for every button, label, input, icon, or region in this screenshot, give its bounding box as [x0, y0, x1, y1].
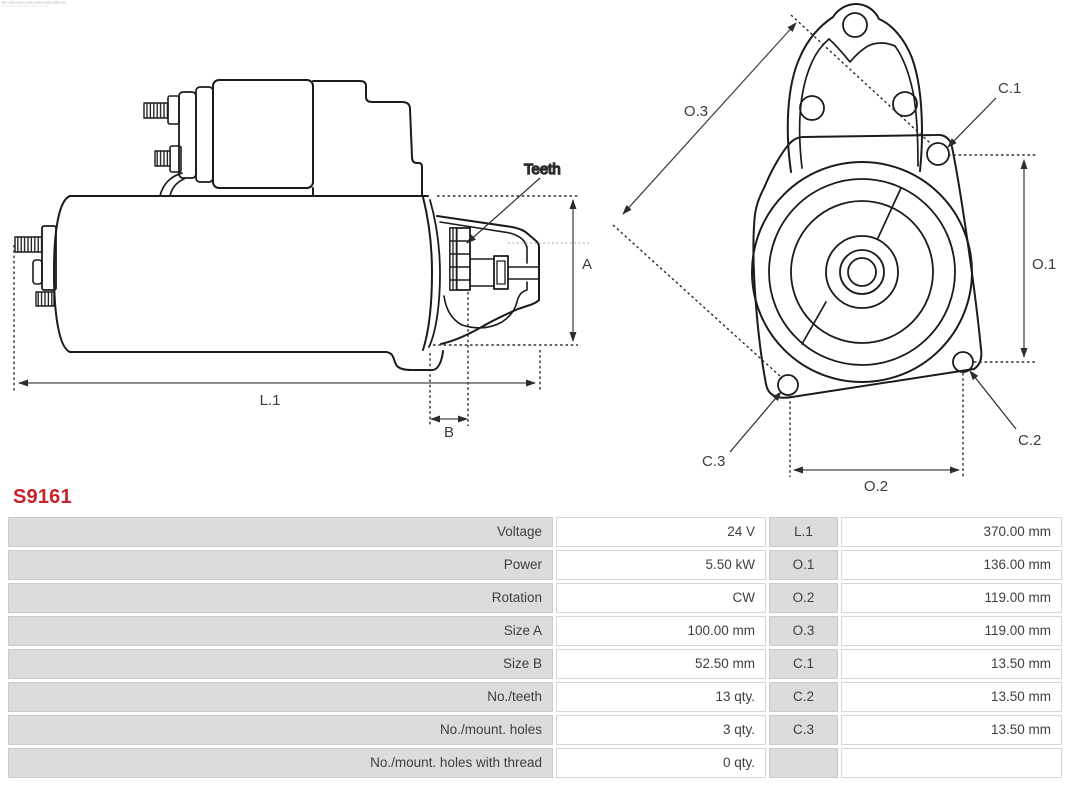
solenoid-body — [213, 80, 313, 188]
spec-label: Voltage — [8, 517, 553, 547]
spec-label: Size B — [8, 649, 553, 679]
label-a: A — [582, 256, 593, 273]
label-o3: O.3 — [683, 103, 709, 120]
solenoid-left-hole — [800, 96, 824, 120]
dim-value: 119.00 mm — [841, 583, 1062, 613]
c3-leader-line — [730, 392, 781, 452]
label-o1: O.1 — [1032, 256, 1057, 273]
spec-label: No./teeth — [8, 682, 553, 712]
dim-value: 370.00 mm — [841, 517, 1062, 547]
housing-top-profile — [313, 81, 422, 196]
dim-value: 13.50 mm — [841, 649, 1062, 679]
rear-terminal-stud — [15, 237, 42, 252]
bell-rim-outer — [423, 197, 432, 350]
bell-rim-front — [429, 200, 440, 347]
solenoid-front-outline — [788, 4, 922, 172]
solenoid-terminal-stud-1 — [144, 103, 168, 118]
dim-value: 119.00 mm — [841, 616, 1062, 646]
solenoid-front-inner-left — [800, 39, 829, 168]
spec-label: No./mount. holes — [8, 715, 553, 745]
dim-label — [769, 748, 838, 778]
table-row — [8, 616, 1062, 646]
dim-value — [841, 748, 1062, 778]
solenoid-top-hole — [843, 13, 867, 37]
spec-value: 52.50 mm — [556, 649, 766, 679]
spec-value: 3 qty. — [556, 715, 766, 745]
table-row — [8, 748, 1062, 778]
spec-label: Rotation — [8, 583, 553, 613]
sector-line-upper — [878, 188, 901, 238]
dim-label: O.2 — [769, 583, 838, 613]
spec-value: 0 qty. — [556, 748, 766, 778]
c1-leader-line — [948, 98, 996, 147]
solenoid-cap-1 — [196, 87, 213, 182]
c2-leader-line — [970, 371, 1016, 429]
solenoid-terminal-nut-1 — [168, 96, 179, 124]
hub-circle — [826, 236, 898, 308]
sector-line-lower — [802, 302, 826, 344]
teeth-leader-line — [467, 178, 540, 243]
dim-label: O.3 — [769, 616, 838, 646]
label-o2: O.2 — [863, 478, 889, 495]
dim-label: C.2 — [769, 682, 838, 712]
table-row — [8, 550, 1062, 580]
logo-artifact — [2, 1, 66, 4]
dim-label: L.1 — [769, 517, 838, 547]
label-b: B — [443, 424, 455, 441]
label-teeth: Teeth — [524, 161, 561, 178]
shaft-circle-inner — [848, 258, 876, 286]
spec-value: 100.00 mm — [556, 616, 766, 646]
side-view-drawing — [15, 80, 539, 370]
dim-o3-line — [623, 23, 796, 214]
mounting-flange-outline — [753, 135, 981, 398]
dim-label: C.1 — [769, 649, 838, 679]
table-row — [8, 583, 1062, 613]
spec-label: Size A — [8, 616, 553, 646]
housing-circle-outer — [752, 162, 972, 382]
label-c2: C.2 — [1018, 432, 1042, 449]
nose-outline-lower — [441, 300, 539, 344]
spec-value: 13 qty. — [556, 682, 766, 712]
front-view-dimensions — [613, 15, 1056, 495]
table-row — [8, 682, 1062, 712]
front-view-drawing — [752, 4, 981, 398]
housing-circle-2 — [769, 179, 955, 365]
spec-label: No./mount. holes with thread — [8, 748, 553, 778]
spec-value: 24 V — [556, 517, 766, 547]
dim-value: 13.50 mm — [841, 682, 1062, 712]
table-row — [8, 517, 1062, 547]
label-c3: C.3 — [702, 453, 726, 470]
spec-label: Power — [8, 550, 553, 580]
housing-circle-3 — [791, 201, 933, 343]
solenoid-terminal-stud-2 — [155, 151, 170, 166]
motor-body-outline — [54, 196, 443, 370]
spec-value: 5.50 kW — [556, 550, 766, 580]
dim-value: 136.00 mm — [841, 550, 1062, 580]
mount-hole-c2 — [953, 352, 973, 372]
label-c1: C.1 — [998, 80, 1022, 97]
part-number: S9161 — [13, 486, 72, 508]
side-view-dimensions — [14, 161, 592, 441]
spec-table — [8, 517, 1062, 781]
dim-value: 13.50 mm — [841, 715, 1062, 745]
shaft-circle-outer — [840, 250, 884, 294]
table-row — [8, 649, 1062, 679]
spec-value: CW — [556, 583, 766, 613]
mount-hole-c1 — [927, 143, 949, 165]
dim-label: C.3 — [769, 715, 838, 745]
label-l1: L.1 — [259, 392, 281, 409]
rear-terminal-block — [33, 260, 42, 284]
table-row — [8, 715, 1062, 745]
dim-label: O.1 — [769, 550, 838, 580]
shaft-collar-inner — [497, 261, 505, 284]
logo-artifact-row2 — [2, 5, 48, 7]
rear-terminal-stud-small — [36, 292, 54, 306]
